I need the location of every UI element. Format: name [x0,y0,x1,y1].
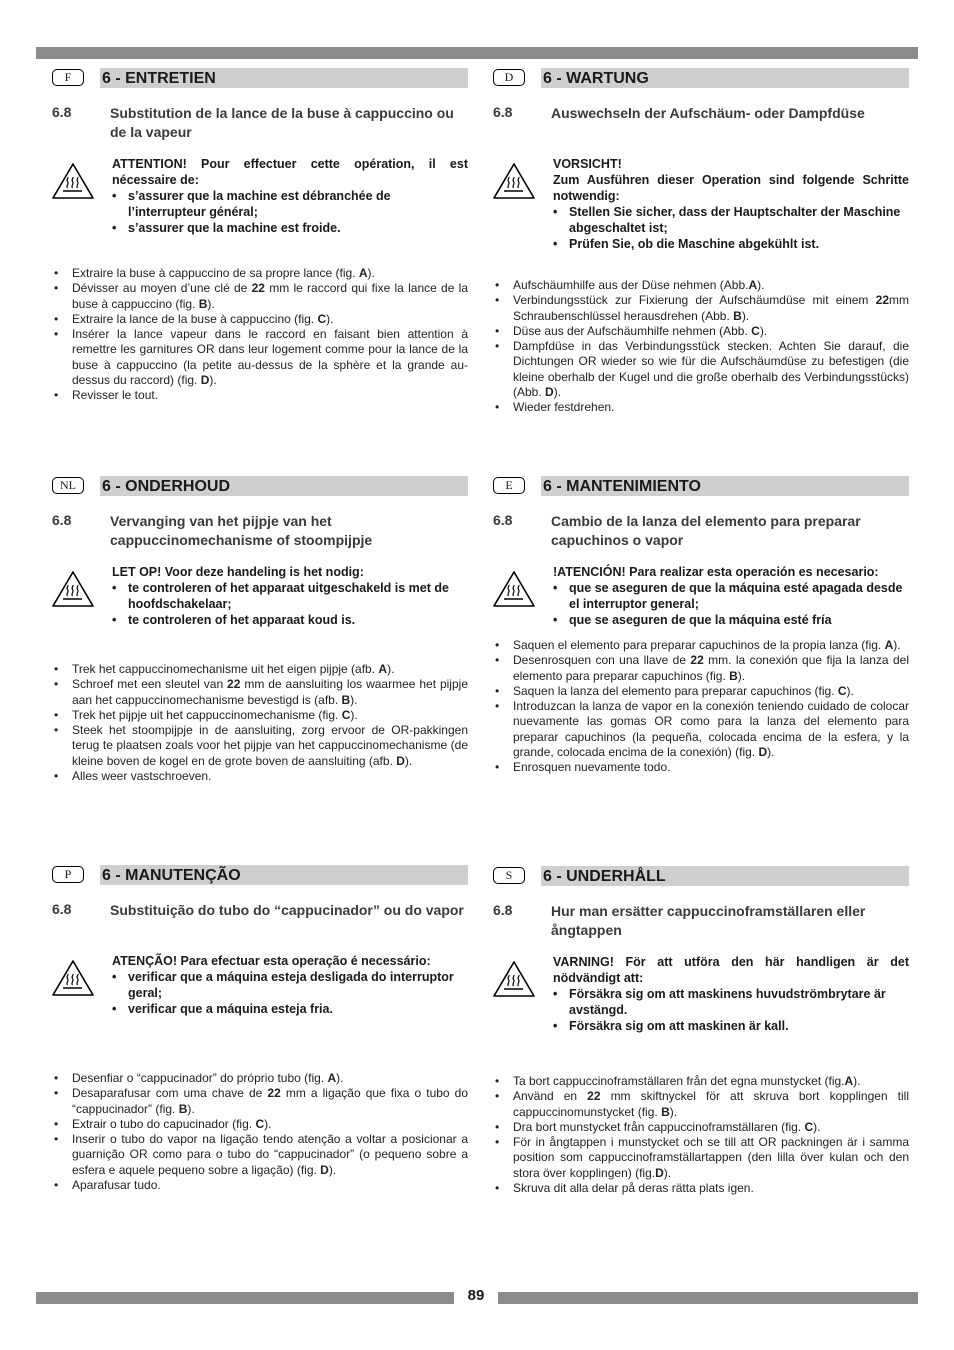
step-text: Saquen la lanza del elemento para preparar capuchinos (fig. [513,683,838,698]
step-bold-ref: 22 [587,1089,601,1104]
procedure-step [44,662,468,677]
warning-intro: !ATENCIÓN! Para realizar esta operación es necesario: [553,565,879,579]
procedure-step [44,1178,468,1193]
section-header [485,68,909,88]
warning-item: • verificar que a máquina esteja fria. [112,1001,468,1017]
step-text: Skruva dit alla delar på deras rätta plats igen. [513,1181,754,1196]
section-fr [44,68,468,404]
step-text: ). [553,385,562,400]
procedure-step [485,1181,909,1196]
step-bold-ref: A [327,1071,337,1085]
section-title: 6 - WARTUNG [541,68,909,88]
step-text: Desenfiar o “cappucinador” do próprio tubo (fig. [72,1071,328,1085]
hot-surface-warning-icon [51,162,95,200]
step-text: mm de aansluiting los waarmee het pijpje aan het cappuccinomechanisme bevestigd is (afb. [72,677,468,707]
step-text: Wieder festdrehen. [513,400,615,415]
step-text: ). [336,1071,344,1085]
step-text: Steek het stoompijpje in de aansluiting, zorg ervoor de OR-pakkingen terug te plaatsen zoals voor het pijpje van het cappuccinomechanisme (de kleine boven de kogel en de grote boven de aansluiting (afb. [72,723,468,768]
procedure-step [485,1074,909,1089]
section-header [44,68,468,88]
procedure-step [485,684,909,699]
warning-block [485,954,909,1034]
subsection-heading [485,512,909,550]
step-text: Dampfdüse in das Verbindungsstück stecken. Achten Sie darauf, die Dichtungen OR wieder so wie für die Aufschäumdüse zu befestigen (die kleine oberhalb der Kugel und die große oberhalb des Verbindungsstücks) (Abb. [513,339,909,400]
procedure-step [485,324,909,339]
warning-item: • s’assurer que la machine est débranchée de l’interrupteur général; [112,188,468,220]
section-header [485,866,909,886]
step-text: Revisser le tout. [72,388,159,403]
step-text: ). [367,266,375,280]
step-bold-ref: A [884,638,894,652]
subsection-number: 6.8 [493,902,513,918]
step-text: ). [737,668,746,683]
step-text: Dra bort munstycket från cappuccinoframställaren (fig. [513,1119,805,1134]
step-text: ). [387,662,395,676]
subsection-number: 6.8 [52,512,72,528]
step-bold-ref: A [844,1074,854,1088]
procedure-steps [44,662,468,784]
subsection-number: 6.8 [52,104,72,120]
step-bold-ref: C [341,707,351,722]
warning-text [112,156,468,236]
warning-intro: ATENÇÃO! Para efectuar esta operação é necessário: [112,954,431,968]
step-text: ). [207,296,215,311]
step-text: ). [846,683,854,698]
warning-item: • te controleren of het apparaat koud is. [112,612,468,628]
subsection-title: Hur man ersätter cappuccinoframställaren eller ångtappen [551,903,866,938]
step-figure-ref: B [733,308,742,323]
procedure-step [44,281,468,312]
step-figure-ref: B [661,1104,670,1119]
section-title: 6 - ONDERHOUD [100,476,468,496]
subsection-number: 6.8 [493,104,513,120]
warning-text [112,953,468,1017]
step-bold-ref: C [804,1119,814,1134]
step-text: ). [893,638,901,652]
step-text: ). [813,1119,821,1134]
step-text: ). [663,1165,672,1180]
step-text: ). [853,1074,861,1088]
step-bold-ref: A [358,266,368,280]
warning-list [112,580,468,628]
step-bold-ref: 22 [875,293,889,308]
step-text: Saquen el elemento para preparar capuchinos de la propia lanza (fig. [513,638,885,652]
step-text: Aufschäumhilfe aus der Düse nehmen (Abb. [513,278,749,292]
warning-item: • Försäkra sig om att maskinen är kall. [553,1018,909,1034]
step-bold-ref: D [396,753,405,768]
procedure-step [44,708,468,723]
procedure-step [485,278,909,293]
step-bold-ref: C [751,323,760,338]
language-badge: S [493,867,525,884]
procedure-step [44,1117,468,1132]
procedure-steps [44,1071,468,1193]
step-bold-ref: 22 [227,677,241,692]
step-text: ). [264,1116,272,1131]
procedure-step [44,266,468,281]
step-bold-ref: C [255,1116,265,1131]
section-title: 6 - MANTENIMIENTO [541,476,909,496]
subsection-title: Cambio de la lanza del elemento para preparar capuchinos o vapor [551,513,861,548]
step-bold-ref: D [200,373,210,388]
procedure-steps [44,266,468,404]
step-text: ). [404,753,413,768]
procedure-step [485,1135,909,1181]
procedure-step [485,293,909,324]
step-text: Trek het pijpje uit het cappuccinomechanisme (fig. [72,707,342,722]
warning-item: • Försäkra sig om att maskinens huvudströmbrytare är avstängd. [553,986,909,1018]
procedure-step [485,1089,909,1120]
step-bold-ref: D [655,1165,664,1180]
step-text: Inserir o tubo do vapor na ligação tendo atenção a voltar a posicionar a guarnição OR como para o tubo do “cappucinador” (o pequeno sobre a esfera e aquele pequeno sobre a ligação) (fig. [72,1132,468,1177]
subsection-title: Vervanging van het pijpje van het cappuccinomechanisme of stoompijpje [110,513,373,548]
warning-item: • Prüfen Sie, ob die Maschine abgekühlt ist. [553,236,909,252]
step-text: mm. la conexión que fija la lanza del elemento para preparar capuchinos (fig. [513,653,909,683]
language-badge: P [52,866,84,883]
step-bold-ref: D [758,745,768,760]
step-bold-ref: D [320,1162,329,1177]
subsection-heading [485,104,909,142]
language-badge: D [493,69,525,86]
step-bold-ref: A [748,278,758,292]
subsection-heading [485,902,909,940]
step-text: ). [209,373,217,388]
hot-surface-warning-icon [492,570,536,608]
step-text: ). [328,1162,337,1177]
step-text: mm Schraubenschlüssel herausdrehen (Abb. [513,293,909,323]
warning-text [553,156,909,252]
procedure-step [44,723,468,769]
subsection-heading [44,901,468,939]
section-header [44,476,468,496]
step-text: Alles weer vastschroeven. [72,769,212,784]
warning-item: • verificar que a máquina esteja desligada do interruptor geral; [112,969,468,1001]
subsection-title: Substitution de la lance de la buse à cappuccino ou de la vapeur [110,105,454,140]
step-text: ). [669,1104,678,1119]
step-bold-ref: C [837,683,847,698]
step-text: Schroef met een sleutel van [72,677,228,692]
step-text: Använd en [513,1089,588,1104]
warning-block [44,564,468,628]
procedure-step [485,638,909,653]
step-bold-ref: 22 [690,653,704,668]
step-text: mm a ligação que fixa o tubo do “cappucinador” (fig. [72,1086,469,1116]
warning-intro: ATTENTION! Pour effectuer cette opération, il est nécessaire de: [112,157,468,187]
subsection-heading [44,512,468,550]
warning-intro: VARNING! För att utföra den här handligen är det nödvändigt att: [553,955,909,985]
subsection-title: Substituição do tubo do “cappucinador” ou do vapor [110,902,464,918]
step-text: Introduzcan la lanza de vapor en la conexión teniendo cuidado de colocar nuevamente las gomas OR como para la lanza del elemento para preparar capuchinos (la pequeña, colocada encima de la esfera, y la grande, colocada encima de la conexión) (fig. [513,699,909,760]
step-bold-ref: 22 [267,1086,281,1101]
procedure-step [485,1120,909,1135]
step-bold-ref: 22 [251,281,265,296]
procedure-steps [485,278,909,416]
step-text: mm le raccord qui fixe la lance de la buse à cappuccino (fig. [72,281,468,311]
warning-intro-continued: Zum Ausführen dieser Operation sind folgende Schritte notwendig: [553,173,909,203]
procedure-step [485,699,909,760]
step-bold-ref: C [317,311,327,326]
warning-item: • Stellen Sie sicher, dass der Hauptschalter der Maschine abgeschaltet ist; [553,204,909,236]
warning-text [553,564,909,628]
procedure-step [485,653,909,684]
step-text: Extraire la buse à cappuccino de sa propre lance (fig. [72,266,359,280]
procedure-step [44,327,468,388]
step-text: Desaparafusar com uma chave de [72,1086,268,1101]
warning-block [485,156,909,252]
warning-block [44,953,468,1017]
hot-surface-warning-icon [492,162,536,200]
warning-list [553,580,909,628]
warning-item: • que se aseguren de que la máquina esté apagada desde el interruptor general; [553,580,909,612]
warning-list [553,204,909,252]
step-text: Trek het cappuccinomechanisme uit het eigen pijpje (afb. [72,662,379,676]
step-text: ). [326,311,334,326]
step-text: Enrosquen nuevamente todo. [513,760,671,775]
section-es [485,476,909,776]
warning-intro: LET OP! Voor deze handeling is het nodig: [112,565,364,579]
language-badge: NL [52,477,84,494]
warning-item: • que se aseguren de que la máquina esté fría [553,612,909,628]
step-figure-ref: B [729,668,738,683]
footer-rule-right [498,1292,918,1304]
warning-text [553,954,909,1034]
subsection-title: Auswechseln der Aufschäum- oder Dampfdüse [551,105,865,121]
step-text: Insérer la lance vapeur dans le raccord en faisant bien attention à remettre les garnitures OR dans leur logement comme pour la lance de la buse à cappuccino (la petite au-dessus de la sphère et la grande au-dessus du raccord) (fig. [72,327,468,388]
subsection-number: 6.8 [493,512,513,528]
section-title: 6 - MANUTENÇÃO [100,865,468,885]
step-figure-ref: B [341,692,351,707]
step-text: ). [767,745,775,760]
procedure-step [44,388,468,403]
step-text: Extraire la lance de la buse à cappuccino (fig. [72,311,318,326]
warning-text [112,564,468,628]
warning-block [44,156,468,236]
procedure-steps [485,638,909,776]
procedure-step [485,400,909,415]
page-number: 89 [467,1287,485,1304]
step-figure-ref: B [178,1101,188,1116]
section-title: 6 - UNDERHÅLL [541,866,909,886]
language-badge: F [52,69,84,86]
hot-surface-warning-icon [51,959,95,997]
step-text: ). [741,308,750,323]
hot-surface-warning-icon [492,960,536,998]
section-title: 6 - ENTRETIEN [100,68,468,88]
procedure-steps [485,1074,909,1196]
warning-list [553,986,909,1034]
warning-intro: VORSICHT! [553,157,622,171]
warning-list [112,969,468,1017]
step-text: För in ångtappen i munstycket och se till att OR packningen är i samma position som cappuccinoframställartappen (den lilla över kulan och den stora över kopplingen) (fig. [513,1135,909,1180]
step-text: ). [350,692,358,707]
subsection-number: 6.8 [52,901,72,917]
step-text: Extrair o tubo do capucinador (fig. [72,1116,256,1131]
procedure-step [44,769,468,784]
step-text: ). [187,1101,195,1116]
warning-item: • s’assurer que la machine est froide. [112,220,468,236]
step-text: ). [757,278,765,292]
procedure-step [44,1132,468,1178]
hot-surface-warning-icon [51,570,95,608]
procedure-step [44,312,468,327]
step-text: Desenrosquen con una llave de [513,653,691,668]
step-text: ). [350,707,358,722]
warning-block [485,564,909,628]
procedure-step [485,760,909,775]
procedure-step [44,1086,468,1117]
step-bold-ref: D [545,385,554,400]
subsection-heading [44,104,468,142]
procedure-step [44,1071,468,1086]
section-sv [485,866,909,1196]
step-text: Aparafusar tudo. [72,1178,161,1193]
section-header [485,476,909,496]
language-badge: E [493,477,525,494]
footer-rule-left [36,1292,454,1304]
section-nl [44,476,468,784]
step-text: ). [759,323,768,338]
section-de [485,68,909,416]
warning-item: • te controleren of het apparaat uitgeschakeld is met de hoofdschakelaar; [112,580,468,612]
procedure-step [44,677,468,708]
step-text: mm skiftnyckel för att skruva bort kopplingen till cappuccinomunstycket (fig. [513,1089,910,1119]
procedure-step [485,339,909,400]
warning-list [112,188,468,236]
step-text: Düse aus der Aufschäumhilfe nehmen (Abb. [513,323,752,338]
step-text: Dévisser au moyen d’une clé de [72,281,252,296]
section-pt [44,865,468,1193]
step-figure-ref: B [198,296,208,311]
top-rule [36,47,918,59]
section-header [44,865,468,885]
step-bold-ref: A [378,662,388,676]
step-text: Verbindungsstück zur Fixierung der Aufschäumdüse mit einem [513,293,876,308]
step-text: Ta bort cappuccinoframställaren från det egna munstycket (fig. [513,1074,845,1088]
